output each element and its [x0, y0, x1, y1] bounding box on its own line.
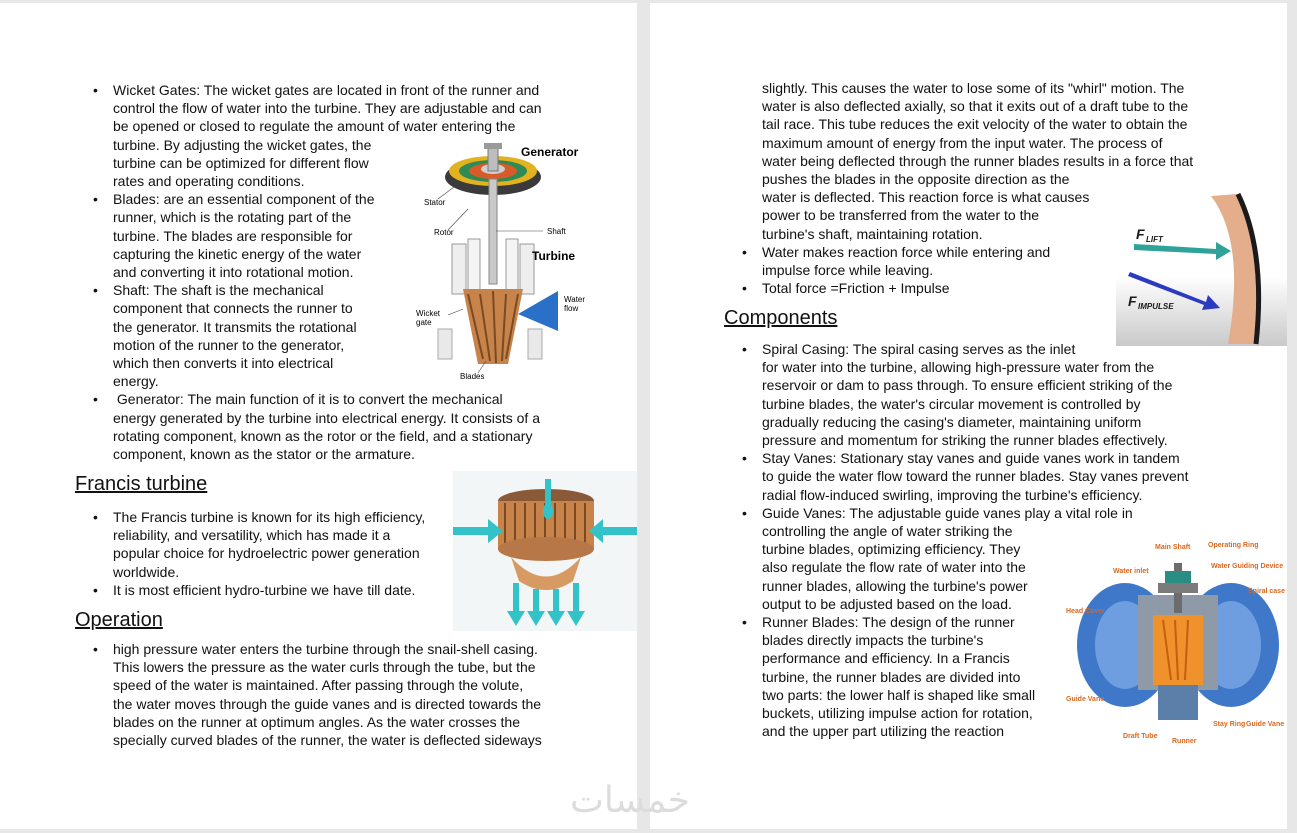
force-diagram: [1116, 192, 1287, 346]
text-line: • Total force =Friction + Impulse: [762, 280, 950, 297]
text-line: be opened or closed to regulate the amount of water entering the: [113, 118, 516, 135]
text-line: • Shaft: The shaft is the mechanical: [113, 282, 324, 299]
text-line: turbine blades, optimizing efficiency. They: [762, 541, 1021, 558]
text-line: water is deflected. This reaction force is what causes: [762, 189, 1090, 206]
text-line: popular choice for hydroelectric power generation: [113, 545, 420, 562]
operation-list: [113, 640, 542, 749]
text-line: and converting it into rotational motion.: [113, 264, 354, 281]
turbine-generator-diagram: [408, 139, 590, 382]
text-line: which then converts it into electrical: [113, 355, 334, 372]
list-item-operation: [113, 640, 542, 749]
label-main-shaft: Main Shaft: [1155, 544, 1191, 551]
list-item-francis: [113, 508, 425, 581]
text-line: runner blades, allowing the turbine's power: [762, 577, 1028, 594]
text-line: blades directly impacts the turbine's: [762, 632, 984, 649]
text-line: turbine blades, the water's circular movement is controlled by: [762, 395, 1141, 412]
text-line: gradually reducing the casing's diameter, maintaining uniform: [762, 413, 1142, 430]
text-line: energy.: [113, 373, 159, 390]
label-spiral-case: Spiral case: [1248, 588, 1285, 595]
turbine-cutaway-diagram: [1063, 535, 1287, 747]
text-line: turbine. By adjusting the wicket gates, the: [113, 136, 372, 153]
text-line: • Blades: are an essential component of the: [113, 191, 375, 208]
text-line: turbine's shaft, maintaining rotation.: [762, 225, 983, 242]
text-line: reservoir or dam to pass through. To ensure efficient striking of the: [762, 377, 1173, 394]
text-line: output to be adjusted based on the load.: [762, 595, 1012, 612]
text-line: for water into the turbine, allowing high-pressure water from the: [762, 359, 1155, 376]
text-line: • The Francis turbine is known for its high efficiency,: [113, 509, 426, 525]
heading-operation: Operation: [75, 609, 163, 631]
label-stay-ring: Stay Ring: [1213, 721, 1246, 728]
label-guide-vane: Guide Vane: [1066, 696, 1105, 703]
text-line: • Spiral Casing: The spiral casing serves as the inlet: [762, 341, 1076, 357]
text-line: and the upper part utilizing the reaction: [762, 723, 1005, 740]
text-line: control the flow of water into the turbine. They are adjustable and can: [113, 100, 542, 117]
text-line: motion of the runner to the generator,: [113, 336, 345, 353]
text-line: component, known as the stator or the armature.: [113, 446, 415, 463]
text-line: rotating component, known as the rotor or the field, and a stationary: [113, 427, 533, 444]
text-line: • Stay Vanes: Stationary stay vanes and guide vanes work in tandem: [762, 450, 1180, 467]
list-item-reaction: [762, 243, 1050, 279]
text-line: • It is most efficient hydro-turbine we have till date.: [113, 581, 416, 598]
label-head-cover: Head Cover: [1066, 608, 1105, 615]
text-line: worldwide.: [113, 563, 180, 580]
list-item-stay-vanes: [762, 449, 1188, 504]
text-line: controlling the angle of water striking the: [762, 523, 1013, 540]
francis-list: [113, 508, 425, 599]
text-line: • high pressure water enters the turbine through the snail-shell casing.: [113, 641, 538, 657]
label-water-inlet: Water inlet: [1113, 568, 1149, 575]
text-line: pushes the blades in the opposite direction as the: [762, 171, 1070, 188]
label-operating-ring: Operating Ring: [1208, 542, 1259, 549]
text-line: rates and operating conditions.: [113, 173, 305, 190]
label-f-lift-sub: LIFT: [1146, 235, 1163, 244]
text-line: also regulate the flow rate of water into the: [762, 559, 1026, 576]
text-line: impulse force while leaving.: [762, 262, 934, 279]
label-rotor: Rotor: [434, 228, 454, 237]
text-line: • Water makes reaction force while entering and: [762, 244, 1051, 260]
list-item-spiral-casing: [762, 340, 1188, 449]
label-gate: gate: [416, 318, 432, 327]
text-line: specially curved blades of the runner, the water is deflected sideways: [113, 732, 542, 749]
text-line: power to be transferred from the water to the: [762, 207, 1040, 224]
heading-francis-turbine: Francis turbine: [75, 473, 208, 495]
text-line: the generator. It transmits the rotational: [113, 318, 357, 335]
watermark: خمسات: [570, 780, 691, 821]
francis-runner-image: [453, 471, 637, 631]
label-wicket: Wicket: [416, 309, 440, 318]
list-item-generator: [113, 390, 542, 463]
text-line: the water moves through the guide vanes and is directed towards the: [113, 695, 542, 712]
label-f-lift: F: [1136, 226, 1145, 242]
label-generator: Generator: [521, 145, 579, 159]
label-blades: Blades: [460, 372, 485, 381]
label-shaft: Shaft: [547, 227, 566, 236]
list-item-efficient: [113, 581, 425, 599]
text-line: buckets, utilizing impulse action for rotation,: [762, 705, 1033, 722]
text-line: reliability, and versatility, which has made it a: [113, 527, 391, 544]
text-line: runner, which is the rotating part of the: [113, 209, 352, 226]
text-line: energy generated by the turbine into electrical energy. It consists of a: [113, 409, 540, 426]
text-line: speed of the water is maintained. After passing through the volute,: [113, 677, 524, 694]
text-line: turbine. The blades are responsible for: [113, 227, 353, 244]
label-stator: Stator: [424, 198, 446, 207]
label-runner: Runner: [1172, 738, 1197, 745]
label-water-guiding: Water Guiding Device: [1211, 563, 1284, 570]
text-line: turbine, the runner blades are divided into: [762, 668, 1021, 685]
text-line: • Runner Blades: The design of the runner: [762, 614, 1015, 631]
label-draft-tube: Draft Tube: [1123, 733, 1158, 740]
text-line: performance and efficiency. In a Francis: [762, 650, 1010, 667]
text-line: maximum amount of energy from the input water. The process of: [762, 134, 1163, 151]
right-page: [650, 3, 1287, 829]
text-line: capturing the kinetic energy of the water: [113, 245, 362, 262]
text-line: radial flow-induced swirling, improving the turbine's efficiency.: [762, 486, 1143, 503]
force-list: [762, 243, 1050, 298]
text-line: blades on the runner at optimum angles. As the water crosses the: [113, 713, 521, 730]
label-guide-vane-2: Guide Vane: [1246, 721, 1285, 728]
text-line: tail race. This tube reduces the exit velocity of the water to obtain the: [762, 116, 1188, 133]
label-water: Water: [564, 295, 586, 304]
text-line: two parts: the lower half is shaped like small: [762, 686, 1036, 703]
left-page: [0, 3, 637, 829]
heading-components: Components: [724, 307, 838, 329]
text-line: • Wicket Gates: The wicket gates are located in front of the runner and: [113, 82, 540, 98]
text-line: slightly. This causes the water to lose some of its "whirl" motion. The: [762, 80, 1185, 96]
text-line: pressure and momentum for striking the runner blades effectively.: [762, 432, 1168, 449]
text-line: This lowers the pressure as the water curls through the tube, but the: [113, 659, 536, 676]
label-flow: flow: [564, 304, 579, 313]
label-turbine: Turbine: [532, 249, 576, 263]
text-line: component that connects the runner to: [113, 300, 353, 317]
label-f-impulse-sub: IMPULSE: [1138, 302, 1174, 311]
text-line: water being deflected through the runner blades results in a force that: [762, 152, 1194, 169]
text-line: water is also deflected axially, so that it exits out of a draft tube to the: [762, 98, 1189, 115]
text-line: turbine can be optimized for different flow: [113, 154, 369, 171]
text-line: to guide the water flow toward the runner blades. Stay vanes prevent: [762, 468, 1189, 485]
list-item-total-force: [762, 279, 1050, 297]
label-f-impulse: F: [1128, 293, 1137, 309]
text-line: • Generator: The main function of it is to convert the mechanical: [113, 391, 503, 408]
text-line: • Guide Vanes: The adjustable guide vanes play a vital role in: [762, 504, 1133, 521]
